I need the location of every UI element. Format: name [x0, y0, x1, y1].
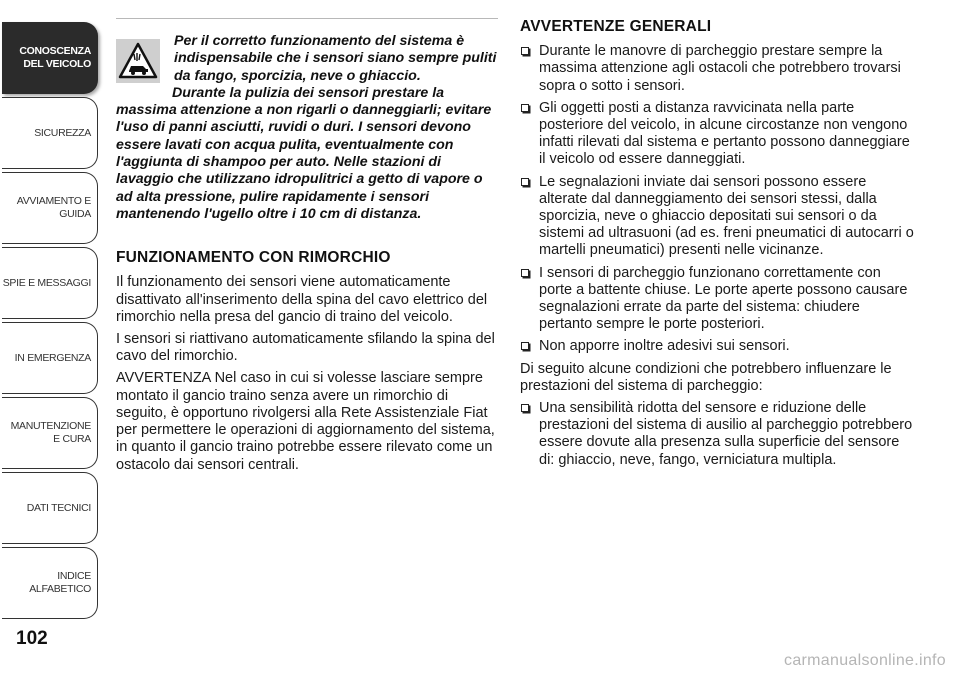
warning-body: Durante la pulizia dei sensori prestare la massima attenzione a non rigarli o danneggiarli; evitare l'uso di panni asciutti, ruvidi o duri. I sensori devono essere lavati con acqua pulita, eventualmente con l'aggiunta di shampoo per auto. Nelle stazioni di lavaggio che utilizzano idropulitrici a getto di vapore o ad alta pressione, pulire rapidamente i sensori mantenendo l'ugello oltre i 10 cm di distanza. — [116, 84, 492, 222]
checkbox-bullet-icon — [521, 342, 529, 350]
tab-label: AVVIAMENTO E GUIDA — [16, 195, 91, 220]
warning-lead: Per il corretto funzionamento del sistema è indispensabile che i sensori siano sempre puliti da fango, sporcizia, neve o ghiaccio. — [174, 33, 497, 84]
list-item-text: Non apporre inoltre adesivi sui sensori. — [539, 338, 790, 355]
list-item — [520, 265, 915, 334]
list-item-text: I sensori di parcheggio funzionano correttamente con porte a battente chiuse. Le porte aperte possono causare segnalazioni errate da parte del sistema: chiudere pertanto sempre le porte posteriori. — [539, 264, 908, 333]
checkbox-bullet-icon — [521, 47, 529, 55]
list-item-text: Le segnalazioni inviate dai sensori possono essere alterate dal danneggiamento dei sensori stessi, dalla sporcizia, neve o ghiaccio depositati sui sensori o da sistemi ad ultrasuoni (ad es. freni pneumatici di autocarri o martelli pneumatici) presenti nelle vicinanze. — [539, 173, 914, 259]
tab-label: INDICE ALFABETICO — [29, 570, 91, 595]
list-item-text: Durante le manovre di parcheggio prestare sempre la massima attenzione agli ostacoli che potrebbero trovarsi sopra o sotto i sensori. — [539, 43, 901, 94]
checkbox-bullet-icon — [521, 104, 529, 112]
tab-label: IN EMERGENZA — [14, 351, 91, 364]
checkbox-bullet-icon — [521, 178, 529, 186]
tab-label: CONOSCENZA DEL VEICOLO — [19, 45, 91, 70]
warning-box — [116, 33, 498, 223]
tab-sicurezza[interactable] — [2, 97, 98, 169]
checkbox-bullet-icon — [521, 404, 529, 412]
tab-spie-e-messaggi[interactable] — [2, 247, 98, 319]
left-column — [116, 18, 498, 479]
section-title-rimorchio: FUNZIONAMENTO CON RIMORCHIO — [116, 249, 391, 267]
divider — [116, 18, 498, 19]
tab-label: MANUTENZIONE E CURA — [10, 420, 91, 445]
watermark: carmanualsonline.info — [784, 652, 946, 669]
list-item — [520, 400, 915, 469]
paragraph: I sensori si riattivano automaticamente sfilando la spina del cavo del rimorchio. — [116, 331, 495, 365]
tab-avviamento-e-guida[interactable] — [2, 172, 98, 244]
tab-label: SPIE E MESSAGGI — [2, 276, 91, 289]
paragraph-intro: Di seguito alcune condizioni che potrebbero influenzare le prestazioni del sistema di parcheggio: — [520, 360, 892, 394]
right-column — [520, 18, 915, 474]
tab-dati-tecnici[interactable] — [2, 472, 98, 544]
conditions-list — [520, 400, 915, 469]
tab-in-emergenza[interactable] — [2, 322, 98, 394]
car-washing-warning-icon — [116, 39, 160, 83]
tab-indice-alfabetico[interactable] — [2, 547, 98, 619]
tab-label: SICUREZZA — [34, 126, 91, 139]
list-item — [520, 43, 915, 95]
list-item-text: Gli oggetti posti a distanza ravvicinata nella parte posteriore del veicolo, in alcune circostanze non vengono infatti rilevati dal sistema e pertanto possono danneggiare il veicolo od essere danneggiati. — [539, 99, 910, 168]
list-item — [520, 174, 915, 260]
tab-conoscenza-del-veicolo[interactable] — [2, 22, 98, 94]
list-item — [520, 338, 915, 355]
section-title-avvertenze: AVVERTENZE GENERALI — [520, 18, 712, 35]
paragraph: AVVERTENZA Nel caso in cui si volesse lasciare sempre montato il gancio traino senza avere un rimorchio di seguito, è opportuno rivolgersi alla Rete Assistenziale Fiat per permettere le operazioni di aggiornamento del sistema, in quanto il gancio traino potrebbe essere rilevato come un ostacolo dai sensori centrali. — [116, 370, 495, 473]
page-number: 102 — [16, 628, 48, 649]
tab-label: DATI TECNICI — [26, 501, 91, 514]
list-item-text: Una sensibilità ridotta del sensore e riduzione delle prestazioni del sistema di ausilio al parcheggio potrebbero essere dovute alla presenza sulla superficie del sensore di: ghiaccio, neve, fango, verniciatura multipla. — [539, 400, 913, 468]
tab-manutenzione-e-cura[interactable] — [2, 397, 98, 469]
warnings-list — [520, 43, 915, 355]
paragraph: Il funzionamento dei sensori viene automaticamente disattivato all'inserimento della spina del cavo elettrico del rimorchio nella presa del gancio di traino del veicolo. — [116, 274, 488, 325]
list-item — [520, 100, 915, 169]
checkbox-bullet-icon — [521, 269, 529, 277]
